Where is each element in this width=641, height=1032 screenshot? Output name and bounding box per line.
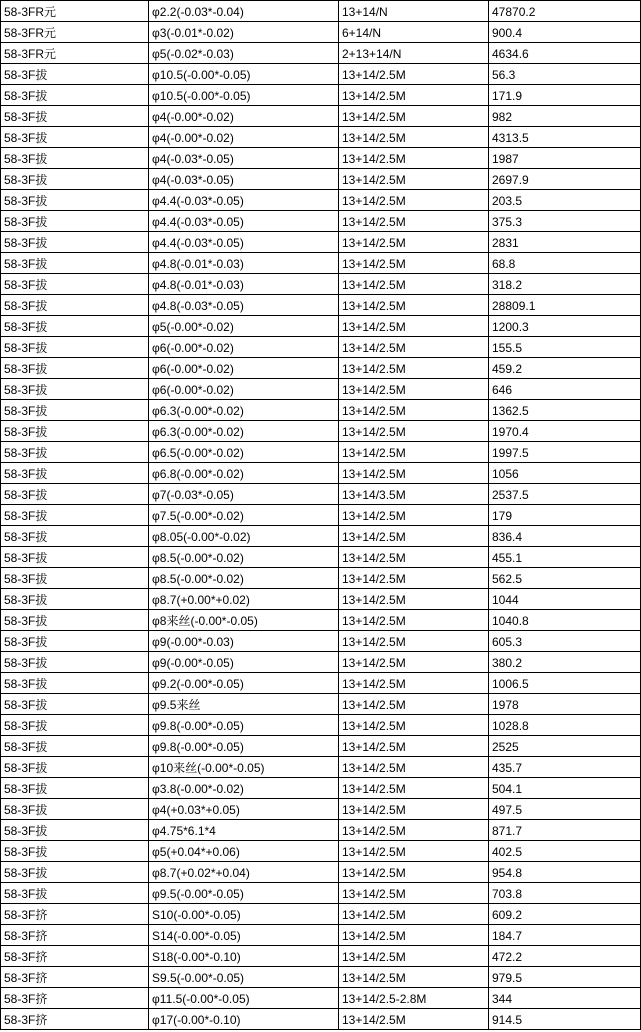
code-cell[interactable]: 13+14/2.5M	[339, 925, 489, 946]
quantity-cell[interactable]: 203.5	[489, 190, 641, 211]
code-cell[interactable]: 13+14/2.5M	[339, 316, 489, 337]
quantity-cell[interactable]: 605.3	[489, 631, 641, 652]
code-cell[interactable]: 13+14/2.5M	[339, 358, 489, 379]
material-cell[interactable]: 58-3F拔	[1, 736, 149, 757]
code-cell[interactable]: 13+14/2.5M	[339, 253, 489, 274]
spec-cell[interactable]: φ4(+0.03*+0.05)	[149, 799, 339, 820]
material-cell[interactable]: 58-3F拔	[1, 862, 149, 883]
spec-cell[interactable]: φ4.75*6.1*4	[149, 820, 339, 841]
quantity-cell[interactable]: 455.1	[489, 547, 641, 568]
material-cell[interactable]: 58-3F挤	[1, 1009, 149, 1030]
table-row	[1, 358, 641, 379]
code-cell[interactable]: 13+14/2.5M	[339, 232, 489, 253]
quantity-cell[interactable]: 2697.9	[489, 169, 641, 190]
quantity-cell[interactable]: 4634.6	[489, 43, 641, 64]
spec-cell[interactable]: φ9.2(-0.00*-0.05)	[149, 673, 339, 694]
quantity-cell[interactable]: 1006.5	[489, 673, 641, 694]
quantity-cell[interactable]: 435.7	[489, 757, 641, 778]
material-cell[interactable]: 58-3F拔	[1, 463, 149, 484]
material-cell[interactable]: 58-3F拔	[1, 400, 149, 421]
quantity-cell[interactable]: 703.8	[489, 883, 641, 904]
quantity-cell[interactable]: 28809.1	[489, 295, 641, 316]
table-row	[1, 1009, 641, 1030]
code-cell[interactable]: 13+14/2.5M	[339, 1009, 489, 1030]
table-row	[1, 862, 641, 883]
spec-cell[interactable]: φ17(-0.00*-0.10)	[149, 1009, 339, 1030]
code-cell[interactable]: 6+14/N	[339, 22, 489, 43]
code-cell[interactable]: 13+14/2.5M	[339, 904, 489, 925]
table-row	[1, 547, 641, 568]
quantity-cell[interactable]: 1362.5	[489, 400, 641, 421]
quantity-cell[interactable]: 344	[489, 988, 641, 1009]
quantity-cell[interactable]: 155.5	[489, 337, 641, 358]
spec-cell[interactable]: φ9.8(-0.00*-0.05)	[149, 715, 339, 736]
quantity-cell[interactable]: 47870.2	[489, 1, 641, 22]
material-cell[interactable]: 58-3F拔	[1, 631, 149, 652]
code-cell[interactable]: 13+14/2.5M	[339, 631, 489, 652]
material-cell[interactable]: 58-3F拔	[1, 295, 149, 316]
table-row	[1, 841, 641, 862]
material-cell[interactable]: 58-3F拔	[1, 442, 149, 463]
table-row	[1, 211, 641, 232]
quantity-cell[interactable]: 472.2	[489, 946, 641, 967]
spec-cell[interactable]: φ6.5(-0.00*-0.02)	[149, 442, 339, 463]
spec-cell[interactable]: S9.5(-0.00*-0.05)	[149, 967, 339, 988]
quantity-cell[interactable]: 982	[489, 106, 641, 127]
quantity-cell[interactable]: 318.2	[489, 274, 641, 295]
spec-cell[interactable]: φ10来丝(-0.00*-0.05)	[149, 757, 339, 778]
spec-cell[interactable]: φ2.2(-0.03*-0.04)	[149, 1, 339, 22]
spec-cell[interactable]: φ4(-0.03*-0.05)	[149, 169, 339, 190]
spec-cell[interactable]: φ3(-0.01*-0.02)	[149, 22, 339, 43]
code-cell[interactable]: 13+14/3.5M	[339, 484, 489, 505]
code-cell[interactable]: 13+14/2.5M	[339, 526, 489, 547]
material-cell[interactable]: 58-3F拔	[1, 799, 149, 820]
spec-cell[interactable]: φ9(-0.00*-0.03)	[149, 631, 339, 652]
quantity-cell[interactable]: 4313.5	[489, 127, 641, 148]
material-cell[interactable]: 58-3F拔	[1, 547, 149, 568]
material-cell[interactable]: 58-3F挤	[1, 946, 149, 967]
material-cell[interactable]: 58-3F拔	[1, 232, 149, 253]
code-cell[interactable]: 13+14/2.5M	[339, 379, 489, 400]
spec-cell[interactable]: φ7(-0.03*-0.05)	[149, 484, 339, 505]
code-cell[interactable]: 13+14/2.5M	[339, 778, 489, 799]
material-cell[interactable]: 58-3F拔	[1, 106, 149, 127]
quantity-cell[interactable]: 184.7	[489, 925, 641, 946]
material-cell[interactable]: 58-3F拔	[1, 694, 149, 715]
material-cell[interactable]: 58-3F拔	[1, 337, 149, 358]
table-row	[1, 190, 641, 211]
table-row	[1, 442, 641, 463]
spec-cell[interactable]: φ4(-0.03*-0.05)	[149, 148, 339, 169]
table-row	[1, 673, 641, 694]
material-cell[interactable]: 58-3F拔	[1, 673, 149, 694]
quantity-cell[interactable]: 2831	[489, 232, 641, 253]
code-cell[interactable]: 13+14/2.5M	[339, 400, 489, 421]
spec-cell[interactable]: φ5(+0.04*+0.06)	[149, 841, 339, 862]
table-row	[1, 106, 641, 127]
code-cell[interactable]: 13+14/2.5M	[339, 274, 489, 295]
spec-cell[interactable]: φ6.3(-0.00*-0.02)	[149, 421, 339, 442]
quantity-cell[interactable]: 2537.5	[489, 484, 641, 505]
table-row	[1, 64, 641, 85]
table-row	[1, 463, 641, 484]
table-row	[1, 715, 641, 736]
code-cell[interactable]: 13+14/2.5M	[339, 127, 489, 148]
quantity-cell[interactable]: 1040.8	[489, 610, 641, 631]
material-cell[interactable]: 58-3F挤	[1, 904, 149, 925]
spec-cell[interactable]: φ10.5(-0.00*-0.05)	[149, 85, 339, 106]
spec-cell[interactable]: φ7.5(-0.00*-0.02)	[149, 505, 339, 526]
code-cell[interactable]: 13+14/2.5M	[339, 799, 489, 820]
code-cell[interactable]: 13+14/2.5M	[339, 694, 489, 715]
table-row	[1, 631, 641, 652]
table-row	[1, 778, 641, 799]
quantity-cell[interactable]: 562.5	[489, 568, 641, 589]
code-cell[interactable]: 13+14/2.5M	[339, 673, 489, 694]
table-row	[1, 400, 641, 421]
table-row	[1, 589, 641, 610]
material-cell[interactable]: 58-3F拔	[1, 778, 149, 799]
spec-cell[interactable]: φ10.5(-0.00*-0.05)	[149, 64, 339, 85]
code-cell[interactable]: 13+14/2.5M	[339, 841, 489, 862]
code-cell[interactable]: 13+14/2.5M	[339, 967, 489, 988]
spec-cell[interactable]: φ6(-0.00*-0.02)	[149, 379, 339, 400]
spec-cell[interactable]: φ9(-0.00*-0.05)	[149, 652, 339, 673]
table-row	[1, 1, 641, 22]
table-row	[1, 421, 641, 442]
table-row	[1, 904, 641, 925]
quantity-cell[interactable]: 497.5	[489, 799, 641, 820]
code-cell[interactable]: 13+14/2.5M	[339, 85, 489, 106]
quantity-cell[interactable]: 179	[489, 505, 641, 526]
table-row	[1, 337, 641, 358]
material-cell[interactable]: 58-3F拔	[1, 841, 149, 862]
table-row	[1, 85, 641, 106]
quantity-cell[interactable]: 56.3	[489, 64, 641, 85]
material-cell[interactable]: 58-3F拔	[1, 358, 149, 379]
spec-cell[interactable]: φ8.05(-0.00*-0.02)	[149, 526, 339, 547]
table-row	[1, 757, 641, 778]
spec-cell[interactable]: φ11.5(-0.00*-0.05)	[149, 988, 339, 1009]
table-row	[1, 568, 641, 589]
spec-cell[interactable]: φ9.5(-0.00*-0.05)	[149, 883, 339, 904]
material-cell[interactable]: 58-3F拔	[1, 148, 149, 169]
material-cell[interactable]: 58-3F拔	[1, 379, 149, 400]
material-cell[interactable]: 58-3F拔	[1, 484, 149, 505]
table-row	[1, 736, 641, 757]
table-row	[1, 274, 641, 295]
table-row	[1, 820, 641, 841]
spec-cell[interactable]: φ5(-0.02*-0.03)	[149, 43, 339, 64]
table-row	[1, 505, 641, 526]
material-cell[interactable]: 58-3F拔	[1, 274, 149, 295]
table-row	[1, 799, 641, 820]
spec-cell[interactable]: φ4.4(-0.03*-0.05)	[149, 232, 339, 253]
table-row	[1, 148, 641, 169]
material-cell[interactable]: 58-3F拔	[1, 85, 149, 106]
spec-cell[interactable]: φ4.4(-0.03*-0.05)	[149, 211, 339, 232]
material-cell[interactable]: 58-3FR元	[1, 22, 149, 43]
quantity-cell[interactable]: 402.5	[489, 841, 641, 862]
spec-cell[interactable]: φ6.3(-0.00*-0.02)	[149, 400, 339, 421]
spec-cell[interactable]: φ4.4(-0.03*-0.05)	[149, 190, 339, 211]
table-row	[1, 43, 641, 64]
code-cell[interactable]: 13+14/N	[339, 1, 489, 22]
table-row	[1, 652, 641, 673]
quantity-cell[interactable]: 375.3	[489, 211, 641, 232]
material-cell[interactable]: 58-3F拔	[1, 589, 149, 610]
quantity-cell[interactable]: 68.8	[489, 253, 641, 274]
quantity-cell[interactable]: 1970.4	[489, 421, 641, 442]
material-cell[interactable]: 58-3FR元	[1, 43, 149, 64]
quantity-cell[interactable]: 459.2	[489, 358, 641, 379]
code-cell[interactable]: 13+14/2.5M	[339, 337, 489, 358]
material-cell[interactable]: 58-3F挤	[1, 988, 149, 1009]
quantity-cell[interactable]: 2525	[489, 736, 641, 757]
code-cell[interactable]: 13+14/2.5M	[339, 148, 489, 169]
spec-cell[interactable]: φ8.5(-0.00*-0.02)	[149, 568, 339, 589]
material-cell[interactable]: 58-3F拔	[1, 421, 149, 442]
quantity-cell[interactable]: 914.5	[489, 1009, 641, 1030]
spec-cell[interactable]: φ4.8(-0.01*-0.03)	[149, 253, 339, 274]
quantity-cell[interactable]: 1028.8	[489, 715, 641, 736]
quantity-cell[interactable]: 836.4	[489, 526, 641, 547]
table-row	[1, 694, 641, 715]
spec-cell[interactable]: φ8.7(+0.02*+0.04)	[149, 862, 339, 883]
code-cell[interactable]: 13+14/2.5M	[339, 736, 489, 757]
code-cell[interactable]: 13+14/2.5M	[339, 547, 489, 568]
table-row	[1, 988, 641, 1009]
quantity-cell[interactable]: 954.8	[489, 862, 641, 883]
table-row	[1, 526, 641, 547]
table-row	[1, 883, 641, 904]
code-cell[interactable]: 13+14/2.5M	[339, 421, 489, 442]
material-cell[interactable]: 58-3F拔	[1, 757, 149, 778]
spec-cell[interactable]: φ8.5(-0.00*-0.02)	[149, 547, 339, 568]
table-row	[1, 22, 641, 43]
quantity-cell[interactable]: 646	[489, 379, 641, 400]
material-cell[interactable]: 58-3F拔	[1, 64, 149, 85]
spec-cell[interactable]: φ5(-0.00*-0.02)	[149, 316, 339, 337]
code-cell[interactable]: 13+14/2.5M	[339, 442, 489, 463]
spec-cell[interactable]: φ9.8(-0.00*-0.05)	[149, 736, 339, 757]
material-cell[interactable]: 58-3F拔	[1, 883, 149, 904]
code-cell[interactable]: 2+13+14/N	[339, 43, 489, 64]
quantity-cell[interactable]: 871.7	[489, 820, 641, 841]
table-row	[1, 232, 641, 253]
quantity-cell[interactable]: 1997.5	[489, 442, 641, 463]
table-row	[1, 610, 641, 631]
spec-cell[interactable]: φ8.7(+0.00*+0.02)	[149, 589, 339, 610]
quantity-cell[interactable]: 1056	[489, 463, 641, 484]
quantity-cell[interactable]: 380.2	[489, 652, 641, 673]
code-cell[interactable]: 13+14/2.5M	[339, 610, 489, 631]
code-cell[interactable]: 13+14/2.5M	[339, 862, 489, 883]
table-row	[1, 295, 641, 316]
material-cell[interactable]: 58-3F拔	[1, 190, 149, 211]
quantity-cell[interactable]: 1044	[489, 589, 641, 610]
code-cell[interactable]: 13+14/2.5M	[339, 946, 489, 967]
code-cell[interactable]: 13+14/2.5M	[339, 64, 489, 85]
code-cell[interactable]: 13+14/2.5M	[339, 652, 489, 673]
material-cell[interactable]: 58-3F拔	[1, 316, 149, 337]
quantity-cell[interactable]: 979.5	[489, 967, 641, 988]
code-cell[interactable]: 13+14/2.5M	[339, 820, 489, 841]
table-row	[1, 127, 641, 148]
code-cell[interactable]: 13+14/2.5M	[339, 106, 489, 127]
table-row	[1, 379, 641, 400]
material-cell[interactable]: 58-3F拔	[1, 127, 149, 148]
spec-cell[interactable]: φ6(-0.00*-0.02)	[149, 337, 339, 358]
table-row	[1, 946, 641, 967]
spec-cell[interactable]: S14(-0.00*-0.05)	[149, 925, 339, 946]
table-row	[1, 967, 641, 988]
table-row	[1, 169, 641, 190]
spec-cell[interactable]: φ6.8(-0.00*-0.02)	[149, 463, 339, 484]
spec-cell[interactable]: φ4.8(-0.03*-0.05)	[149, 295, 339, 316]
code-cell[interactable]: 13+14/2.5-2.8M	[339, 988, 489, 1009]
code-cell[interactable]: 13+14/2.5M	[339, 715, 489, 736]
spec-cell[interactable]: φ3.8(-0.00*-0.02)	[149, 778, 339, 799]
code-cell[interactable]: 13+14/2.5M	[339, 568, 489, 589]
code-cell[interactable]: 13+14/2.5M	[339, 757, 489, 778]
material-cell[interactable]: 58-3F拔	[1, 211, 149, 232]
material-cell[interactable]: 58-3F拔	[1, 169, 149, 190]
code-cell[interactable]: 13+14/2.5M	[339, 883, 489, 904]
quantity-cell[interactable]: 1200.3	[489, 316, 641, 337]
spec-cell[interactable]: S18(-0.00*-0.10)	[149, 946, 339, 967]
quantity-cell[interactable]: 900.4	[489, 22, 641, 43]
table-row	[1, 316, 641, 337]
material-cell[interactable]: 58-3F拔	[1, 610, 149, 631]
spec-cell[interactable]: φ9.5来丝	[149, 694, 339, 715]
material-cell[interactable]: 58-3F拔	[1, 715, 149, 736]
material-cell[interactable]: 58-3FR元	[1, 1, 149, 22]
code-cell[interactable]: 13+14/2.5M	[339, 463, 489, 484]
code-cell[interactable]: 13+14/2.5M	[339, 589, 489, 610]
spec-cell[interactable]: φ4.8(-0.01*-0.03)	[149, 274, 339, 295]
code-cell[interactable]: 13+14/2.5M	[339, 211, 489, 232]
material-cell[interactable]: 58-3F拔	[1, 568, 149, 589]
material-cell[interactable]: 58-3F拔	[1, 820, 149, 841]
code-cell[interactable]: 13+14/2.5M	[339, 505, 489, 526]
material-cell[interactable]: 58-3F拔	[1, 652, 149, 673]
quantity-cell[interactable]: 1987	[489, 148, 641, 169]
table-body	[1, 1, 641, 1030]
table-row	[1, 925, 641, 946]
quantity-cell[interactable]: 609.2	[489, 904, 641, 925]
quantity-cell[interactable]: 171.9	[489, 85, 641, 106]
spec-cell[interactable]: S10(-0.00*-0.05)	[149, 904, 339, 925]
table-row	[1, 484, 641, 505]
spec-cell[interactable]: φ4(-0.00*-0.02)	[149, 106, 339, 127]
spec-cell[interactable]: φ6(-0.00*-0.02)	[149, 358, 339, 379]
material-cell[interactable]: 58-3F拔	[1, 505, 149, 526]
spec-cell[interactable]: φ4(-0.00*-0.02)	[149, 127, 339, 148]
quantity-cell[interactable]: 1978	[489, 694, 641, 715]
material-cell[interactable]: 58-3F挤	[1, 967, 149, 988]
code-cell[interactable]: 13+14/2.5M	[339, 190, 489, 211]
material-cell[interactable]: 58-3F拔	[1, 253, 149, 274]
spec-cell[interactable]: φ8来丝(-0.00*-0.05)	[149, 610, 339, 631]
table-row	[1, 253, 641, 274]
material-cell[interactable]: 58-3F挤	[1, 925, 149, 946]
code-cell[interactable]: 13+14/2.5M	[339, 169, 489, 190]
material-cell[interactable]: 58-3F拔	[1, 526, 149, 547]
code-cell[interactable]: 13+14/2.5M	[339, 295, 489, 316]
quantity-cell[interactable]: 504.1	[489, 778, 641, 799]
